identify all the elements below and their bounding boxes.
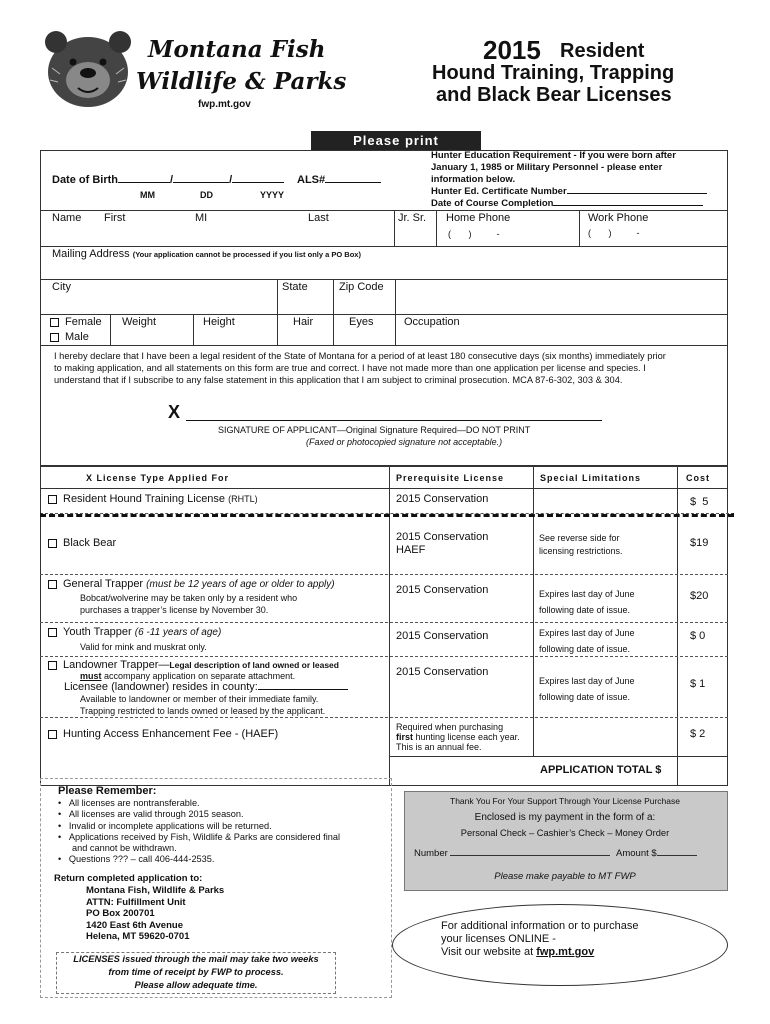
zip-code-field[interactable]: Zip Code [339,281,384,293]
youth-trapper-prereq: 2015 Conservation [396,630,489,642]
header-prerequisite: Prerequisite License [396,473,505,483]
black-bear-checkbox[interactable]: Black Bear [48,537,116,549]
payment-number-field[interactable]: Number [414,848,610,859]
hair-field[interactable]: Hair [293,316,314,328]
height-field[interactable]: Height [203,316,235,328]
signature-caption: SIGNATURE OF APPLICANT—Original Signature Required—DO NOT PRINT [218,425,531,435]
processing-notice: LICENSES issued through the mail may take two weeks from time of receipt by FWP to process. Please allow adequate time. [56,952,336,994]
general-trapper-cost: $20 [690,590,709,602]
jr-sr-field[interactable]: Jr. Sr. [398,212,427,224]
hunter-ed-requirement: Hunter Education Requirement - If you were born after January 1, 1985 or Military Personnel - please enter information below. Hunter Ed. Certificate Number Date of Course Completion [431,150,707,210]
general-trapper-checkbox[interactable]: General Trapper (must be 12 years of age or older to apply) [48,578,335,590]
eyes-field[interactable]: Eyes [349,316,374,328]
landowner-notes: Available to landowner or member of their immediate family. Trapping restricted to lands owned or leased by the applicant. [80,694,326,716]
occupation-field[interactable]: Occupation [404,316,460,328]
state-field[interactable]: State [282,281,308,293]
landowner-county-field[interactable]: Licensee (landowner) resides in county: [64,681,348,693]
website-link[interactable]: fwp.mt.gov [536,946,595,958]
rhtl-checkbox[interactable]: Resident Hound Training License (RHTL) [48,493,258,505]
work-phone-field[interactable]: ( ) - [588,228,640,238]
header-special-limitations: Special Limitations [540,473,642,483]
title-line2: Hound Training, Trapping [432,62,675,84]
black-bear-cost: $19 [690,537,709,549]
general-trapper-prereq: 2015 Conservation [396,584,489,596]
online-info-text: For additional information or to purchase your licenses ONLINE - Visit our website at fwp.mt.gov [441,920,639,958]
youth-trapper-cost: $ 0 [690,630,706,642]
dob-dd-label: DD [200,190,213,200]
als-number-field[interactable]: ALS# [297,174,381,186]
landowner-trapper-checkbox[interactable]: Landowner Trapper—Legal description of land owned or leased [48,659,339,671]
payment-enclosed: Enclosed is my payment in the form of a: [474,812,656,823]
landowner-trapper-cost: $ 1 [690,678,706,690]
return-title: Return completed application to: [54,873,203,884]
black-bear-prereq: 2015 Conservation HAEF [396,531,489,556]
agency-name-line1: Montana Fish [148,36,326,63]
remember-list: • All licenses are nontransferable. • All licenses are valid through 2015 season. • Invalid or incomplete applications will be returned. • Applications received by Fish, Wildlife & Parks are considered final and cannot be withdrawn. • Questions ??? – call 406-444-2535. [58,798,341,865]
youth-trapper-limitations: Expires last day of June following date of issue. [539,628,635,654]
dob-mm-label: MM [140,190,155,200]
weight-field[interactable]: Weight [122,316,157,328]
signature-note: (Faxed or photocopied signature not acceptable.) [306,437,503,447]
first-name-field[interactable]: First [104,212,126,224]
city-field[interactable]: City [52,281,71,293]
date-of-birth-field[interactable]: Date of Birth / / [52,174,284,186]
landowner-trapper-prereq: 2015 Conservation [396,666,489,678]
youth-trapper-note: Valid for mink and muskrat only. [80,642,207,652]
haef-requirement: Required when purchasing first hunting license each year. This is an annual fee. [396,722,520,752]
work-phone-label: Work Phone [588,212,649,224]
title-line3: and Black Bear Licenses [436,84,672,106]
agency-url: fwp.mt.gov [198,99,251,110]
remember-title: Please Remember: [58,785,157,797]
signature-line[interactable] [186,420,602,421]
name-label: Name [52,212,82,224]
youth-trapper-checkbox[interactable]: Youth Trapper (6 -11 years of age) [48,626,221,638]
payment-thanks: Thank You For Your Support Through Your License Purchase [450,796,680,806]
general-trapper-note: Bobcat/wolverine may be taken only by a resident who purchases a trapper’s license by November 30. [80,593,298,615]
haef-cost: $ 2 [690,728,706,740]
rhtl-cost: $ 5 [690,496,709,508]
application-total[interactable]: APPLICATION TOTAL $ [540,764,662,776]
header-license-type: X License Type Applied For [86,473,230,483]
payment-forms[interactable]: Personal Check – Cashier’s Check – Money Order [460,828,670,838]
landowner-trapper-limitations: Expires last day of June following date of issue. [539,676,635,702]
middle-initial-field[interactable]: MI [195,212,208,224]
payment-payable: Please make payable to MT FWP [494,871,636,882]
header-cost: Cost [686,473,710,483]
female-checkbox[interactable]: Female [50,316,102,328]
haef-checkbox[interactable]: Hunting Access Enhancement Fee - (HAEF) [48,728,278,740]
title-year: 2015 [483,35,541,65]
payment-amount-field[interactable]: Amount $ [616,848,697,859]
please-print-banner: Please print [311,131,481,150]
agency-name-line2: Wildlife & Parks [136,68,347,95]
male-checkbox[interactable]: Male [50,331,89,343]
general-trapper-limitations: Expires last day of June following date of issue. [539,589,635,615]
rhtl-prereq: 2015 Conservation [396,493,489,505]
home-phone-label: Home Phone [446,212,511,224]
last-name-field[interactable]: Last [308,212,329,224]
bear-logo [40,28,140,110]
return-address: Montana Fish, Wildlife & Parks ATTN: Fulfillment Unit PO Box 200701 1420 East 6th Avenue Helena, MT 59620-0701 [86,885,225,942]
signature-x-mark: X [168,402,181,422]
dob-yyyy-label: YYYY [260,190,285,200]
home-phone-field[interactable]: ( ) - [448,229,500,239]
mailing-address-field[interactable]: Mailing Address (Your application cannot be processed if you list only a PO Box) [52,248,361,260]
residency-declaration: I hereby declare that I have been a legal resident of the State of Montana for a period of at least 180 consecutive days (six months) immediately prior to making application, and all statements on this form are true and correct. I have not made more than one application per license and species. I understand that if I subscribe to any false statement in this application that I am subject to criminal prosecution. MCA 87-6-302, 303 & 304. [54,351,666,385]
landowner-must-note: must accompany application on separate attachment. [80,671,296,681]
title-word1: Resident [560,40,645,62]
black-bear-limitations: See reverse side for licensing restrictions. [539,533,623,556]
